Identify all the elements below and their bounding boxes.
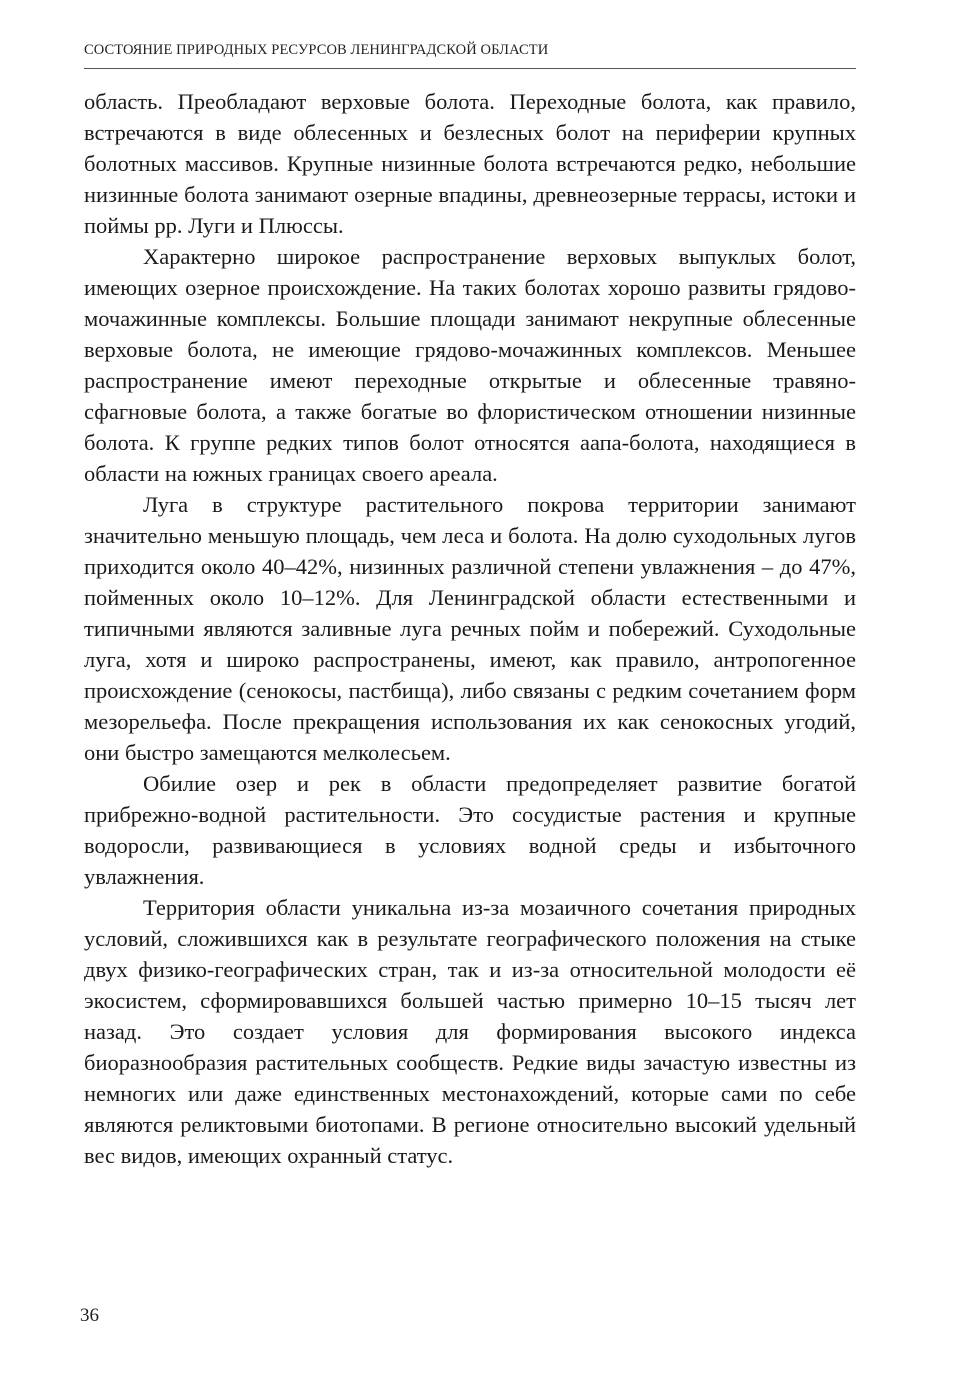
paragraph-1: область. Преобладают верховые болота. Переходные болота, как правило, встречаются в виде облесенных и безлесных болот на периферии крупных болотных массивов. Крупные низинные болота встречаются редко, небольшие низинные болота занимают озерные впадины, древнеозерные террасы, истоки и поймы рр. Луги и Плюссы. bbox=[84, 89, 856, 238]
paragraph-4: Обилие озер и рек в области предопределяет развитие богатой прибрежно-водной растительности. Это сосудистые растения и крупные водоросли, развивающиеся в условиях водной среды и избыточного увлажнения. bbox=[84, 771, 856, 889]
page-number: 36 bbox=[80, 1305, 99, 1326]
running-header: СОСТОЯНИЕ ПРИРОДНЫХ РЕСУРСОВ ЛЕНИНГРАДСКОЙ ОБЛАСТИ bbox=[84, 42, 549, 58]
paragraph-5: Территория области уникальна из-за мозаичного сочетания природных условий, сложившихся как в результате географического положения на стыке двух физико-географических стран, так и из-за относительной молодости её экосистем, сформировавшихся большей частью примерно 10–15 тысяч лет назад. Это создает условия для формирования высокого индекса биоразнообразия растительных сообществ. Редкие виды зачастую известны из немногих или даже единственных местонахождений, которые сами по себе являются реликтовыми биотопами. В регионе относительно высокий удельный вес видов, имеющих охранный статус. bbox=[84, 895, 856, 1168]
paragraph-2: Характерно широкое распространение верховых выпуклых болот, имеющих озерное происхождение. На таких болотах хорошо развиты грядово-мочажинные комплексы. Большие площади занимают некрупные облесенные верховые болота, не имеющие грядово-мочажинных комплексов. Меньшее распространение имеют переходные открытые и облесенные травяно-сфагновые болота, а также богатые во флористическом отношении низинные болота. К группе редких типов болот относятся аапа-болота, находящиеся в области на южных границах своего ареала. bbox=[84, 244, 856, 486]
paragraph-3: Луга в структуре растительного покрова территории занимают значительно меньшую площадь, чем леса и болота. На долю суходольных лугов приходится около 40–42%, низинных различной степени увлажнения – до 47%, пойменных около 10–12%. Для Ленинградской области естественными и типичными являются заливные луга речных пойм и побережий. Суходольные луга, хотя и широко распространены, имеют, как правило, антропогенное происхождение (сенокосы, пастбища), либо связаны с редким сочетанием форм мезорельефа. После прекращения использования их как сенокосных угодий, они быстро замещаются мелколесьем. bbox=[84, 492, 856, 765]
header-divider bbox=[84, 68, 856, 69]
main-text bbox=[84, 86, 856, 1171]
